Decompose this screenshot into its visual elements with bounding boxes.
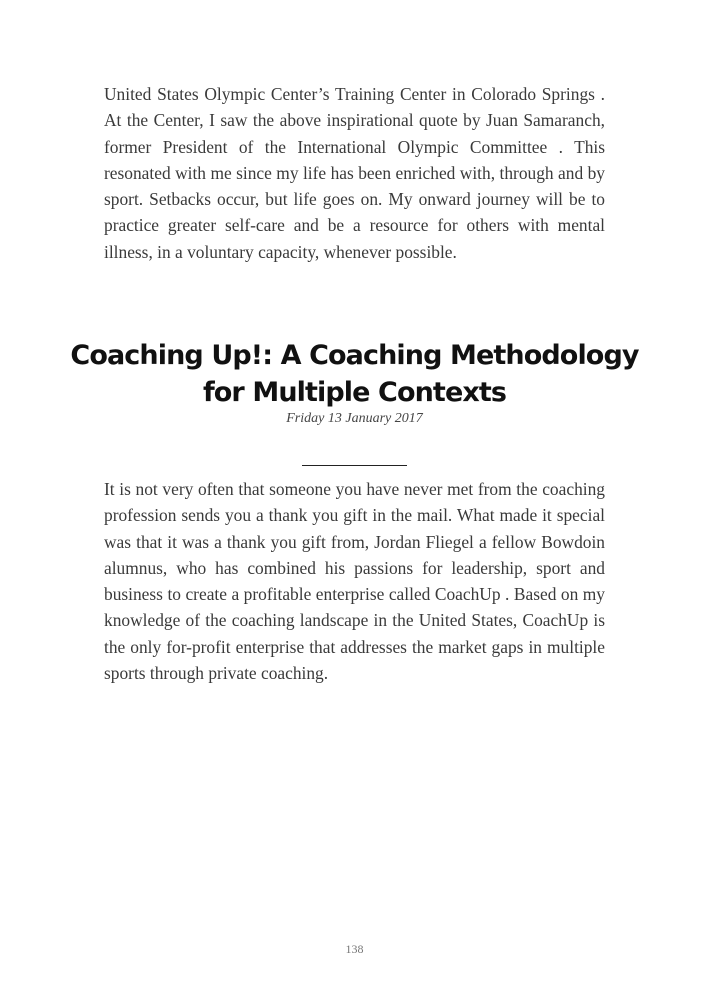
page-number: 138 — [345, 942, 364, 956]
paragraph-continued: United States Olympic Center’s Training Center in Colorado Springs . At the Center, I saw the above inspirational quote by Juan Samaranch, former President of the International Olympic Committee . This resonated with me since my life has been enriched with, through and by sport. Setbacks occur, but life goes on. My onward journey will be to practice greater self-care and be a resource for others with mental illness, in a voluntary capacity, whenever possible. — [104, 84, 605, 262]
article-body-paragraph: It is not very often that someone you have never met from the coaching profession sends you a thank you gift in the mail. What made it special was that it was a thank you gift from, Jordan Fliegel a fellow Bowdoin alumnus, who has combined his passions for leadership, sport and business to create a profitable enterprise called CoachUp . Based on my knowledge of the coaching landscape in the United States, CoachUp is the only for-profit enterprise that addresses the market gaps in multiple sports through private coaching. — [104, 479, 605, 684]
article-date: Friday 13 January 2017 — [286, 411, 423, 426]
section-separator — [302, 465, 407, 466]
article-title: Coaching Up!: A Coaching Methodology for Multiple Contexts — [70, 340, 639, 408]
